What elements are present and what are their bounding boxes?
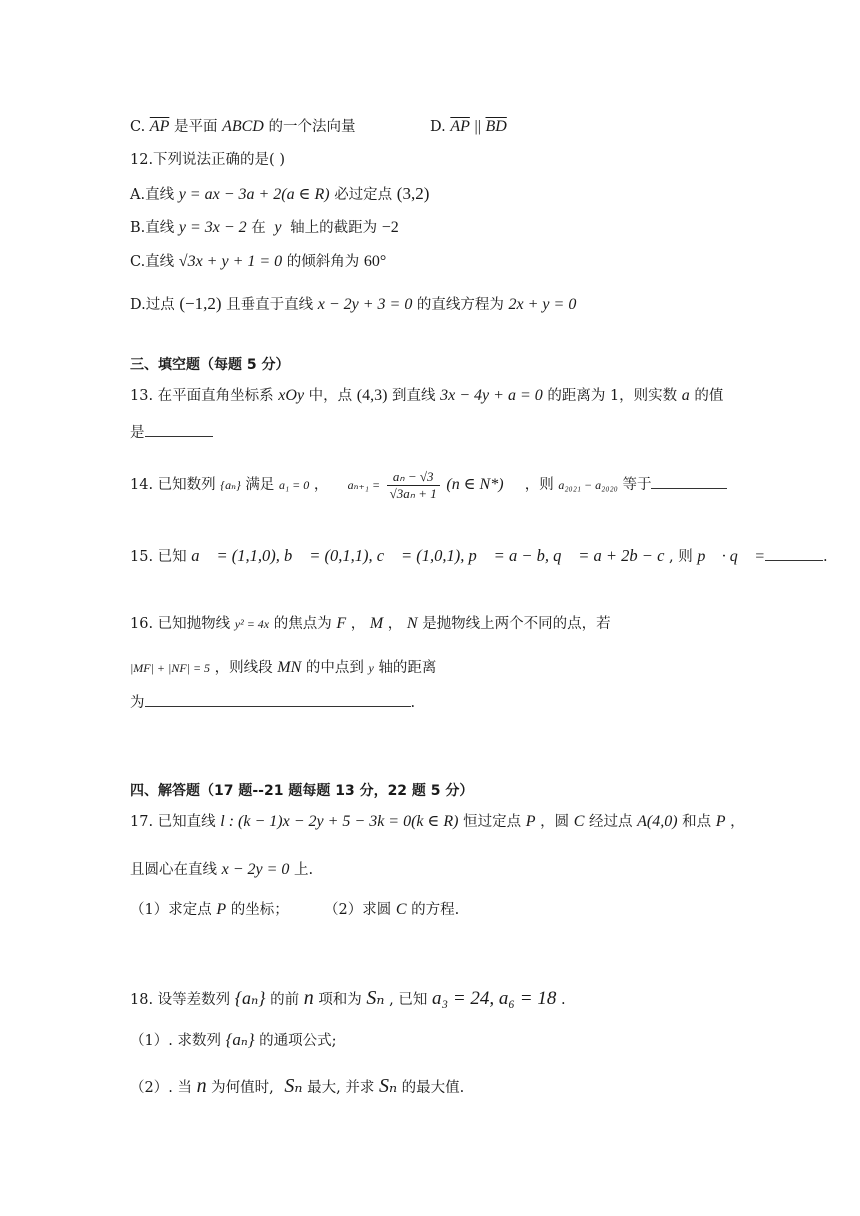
vector-bd: $\overline{BD}$ [485,118,507,135]
sum-sn: Sₙ [366,987,385,1009]
math-expression: x − 2y + 3 = 0 [317,296,413,313]
math-expression: y = ax − 3a + 2(a ∈ R) [178,186,330,203]
circle-c: C [395,901,407,918]
dot-product: p⃗ · q⃗ = [697,548,766,565]
point-a: A(4,0) [637,813,678,830]
text: 和点 [682,814,712,830]
text: （1）. 求数列 [130,1033,221,1049]
option-d-label: D. [430,119,446,135]
text: 的值 [694,388,724,404]
text: 项和为 [318,992,362,1008]
text: 的距离为 1，则实数 [547,388,678,404]
text: . [823,549,828,565]
point: (−1,2) [179,294,222,313]
option-c-label: C. [130,119,146,135]
circle-c: C [573,813,585,830]
answer-blank [145,422,213,437]
axis-variable: y [368,661,374,675]
q17-subquestion-2 [324,900,459,920]
sequence: {aₙ} [234,988,266,1008]
fraction-numerator: aₙ − √3 [387,469,440,486]
q17-subquestion-1 [130,900,289,920]
vector-ap: $\overline{AP}$ [450,118,470,135]
point-p: P [715,813,726,830]
text: 等于 [622,477,652,493]
option-text: 轴上的截距为 [290,220,378,236]
option-a-label: A.直线 [130,187,175,203]
line-equation: l : (k − 1)x − 2y + 5 − 3k = 0(k ∈ R) [220,813,459,830]
text: 中，点 [308,388,353,404]
vector-ap: $\overline{AP}$ [149,118,170,135]
sum-sn: Sₙ [378,1075,398,1097]
fraction-denominator: √3aₙ + 1 [389,485,437,501]
q18-line1 [130,986,566,1012]
answer-blank [145,692,411,707]
text: 17. 已知直线 [130,814,216,830]
option-c-text: 是平面 [173,119,218,135]
text: ， [313,477,329,493]
recurrence-lhs: aₙ₊₁ = [347,478,381,492]
q13-line2 [130,422,213,443]
text: , 则 [669,549,693,565]
text: 为 [130,695,145,711]
text: 到直线 [392,388,436,404]
text: ，则线段 [214,660,273,676]
q12-option-c [130,252,386,272]
text: 恒过定点 [463,814,522,830]
text: 最大, 并求 [307,1080,375,1096]
coordinate-system: xOy [278,387,305,404]
answer-blank [651,474,727,489]
point-n: N [406,615,418,632]
value: 60° [363,253,387,270]
axis-variable: y [274,219,282,236]
section-four-title: 四、解答题（17 题--21 题每题 13 分，22 题 5 分） [130,783,474,799]
point-p: P [216,901,227,918]
initial-term: a₁ = 0 [278,478,310,492]
text: 18. 设等差数列 [130,992,231,1008]
q18-subquestion-1 [130,1030,337,1051]
q12-option-d [130,294,576,315]
text: 的方程. [411,902,460,918]
q13-line1 [130,386,723,406]
text: ，则 [524,477,554,493]
q17-line2 [130,860,313,880]
variable: a [681,387,690,404]
text: 的焦点为 [273,616,332,632]
parallel-symbol: || [474,118,481,135]
plane-abcd: ABCD [222,118,264,135]
point-m: M [369,615,384,632]
point: (4,3) [356,387,388,404]
text: 为何值时, [211,1080,274,1096]
text: （2）求圆 [324,902,392,918]
q12-option-b [130,218,399,238]
text: 经过点 [588,814,633,830]
option-c-text-2: 的一个法向量 [268,119,356,135]
focus-f: F [336,615,347,632]
q12-stem: 12.下列说法正确的是( ) [130,152,285,168]
text: 14. 已知数列 [130,477,216,493]
given-terms: a₃ = 24, a₆ = 18 [431,988,557,1009]
text: 16. 已知抛物线 [130,616,231,632]
q16-line1 [130,614,611,634]
q11-option-d [430,117,507,137]
text: （2）. 当 [130,1080,192,1096]
value: −2 [381,219,399,236]
text: （1）求定点 [130,902,212,918]
sequence: {aₙ} [225,1030,255,1049]
point-p: P [525,813,536,830]
parabola-equation: y² = 4x [234,617,270,631]
text: 是抛物线上两个不同的点，若 [422,616,611,632]
text: ， [730,814,745,830]
text: 的中点到 [305,660,364,676]
math-expression: √3x + y + 1 = 0 [178,253,283,270]
recurrence-fraction [387,469,440,502]
text: . [560,992,566,1008]
text: 的坐标； [230,902,289,918]
q17-line1 [130,812,745,832]
difference: a₂₀₂₁ − a₂₀₂₀ [558,478,618,492]
option-text: 必过定点 [334,187,393,203]
text: 轴的距离 [378,660,437,676]
option-b-label: B.直线 [130,220,175,236]
line-equation: x − 2y = 0 [221,861,290,878]
math-expression: 3x − 4y + a = 0 [440,387,543,404]
option-d-label: D.过点 [130,297,175,313]
text: 上. [294,862,314,878]
variable-n: n [196,1075,207,1097]
q15-line [130,546,828,567]
answer-blank [765,546,823,561]
segment-mn: MN [277,659,302,676]
text: 的最大值. [401,1080,465,1096]
q14-line [130,468,727,502]
distance-sum: |MF| + |NF| = 5 [130,661,211,675]
text: 的前 [270,992,300,1008]
q11-option-c [130,117,355,137]
text: 的通项公式; [259,1033,337,1049]
text: 且圆心在直线 [130,862,217,878]
text: 13. 在平面直角坐标系 [130,388,274,404]
q12-option-a [130,184,429,205]
section-three-title: 三、填空题（每题 5 分） [130,357,290,373]
option-c-label: C.直线 [130,254,175,270]
text: 是 [130,425,145,441]
option-text: 在 [251,220,266,236]
option-text: 且垂直于直线 [226,297,314,313]
text: . [410,695,416,711]
condition: (n ∈ N*) [446,476,504,493]
text: ， [387,616,403,632]
text: ， [350,616,366,632]
sum-sn: Sₙ [284,1075,303,1097]
q16-line2 [130,658,436,678]
option-text: 的倾斜角为 [286,254,360,270]
q16-line3 [130,692,415,713]
vector-definitions: a⃗ = (1,1,0), b⃗ = (0,1,1), c⃗ = (1,0,1), p⃗ = a − b, q⃗ = a + 2b − c [191,546,665,565]
text: 15. 已知 [130,549,187,565]
text: , 已知 [389,992,428,1008]
text: 满足 [245,477,275,493]
variable-n: n [303,987,314,1009]
q18-subquestion-2 [130,1074,464,1100]
point: (3,2) [396,184,430,203]
math-expression: y = 3x − 2 [178,219,247,236]
option-text: 的直线方程为 [416,297,504,313]
math-expression: 2x + y = 0 [508,296,577,313]
sequence: {aₙ} [220,478,241,492]
text: ，圆 [540,814,570,830]
